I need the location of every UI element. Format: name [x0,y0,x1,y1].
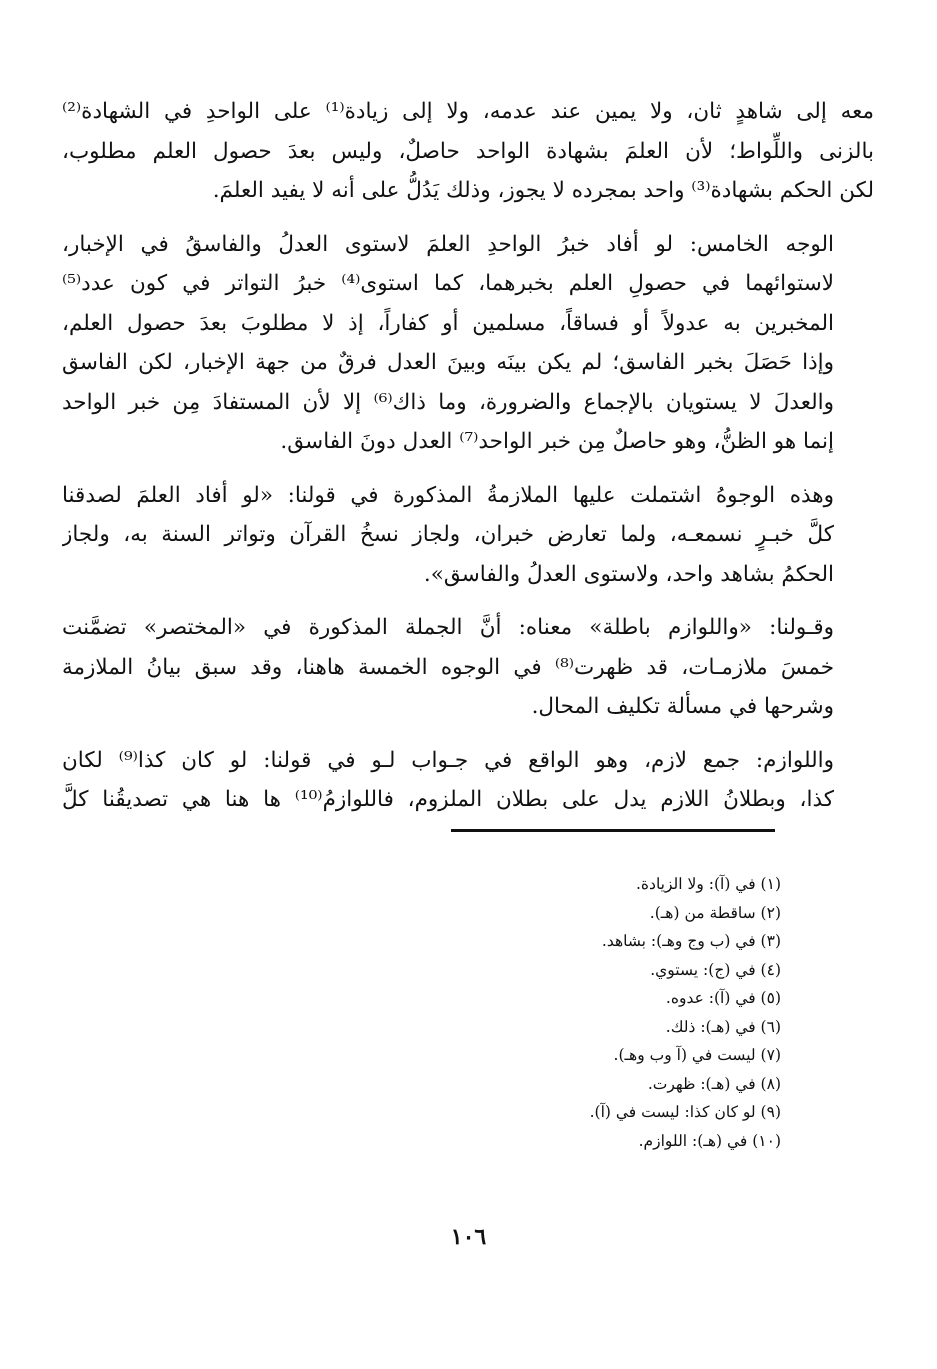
footnote: (١٠) في (هـ): اللوازم. [638,1131,781,1150]
main-text [62,92,874,834]
paragraph-3 [62,476,874,595]
text-line: واللوازم: جمع لازم، وهو الواقع في جـواب لـو في قولنا: لو كان كذا⁽⁹⁾ لكان [62,747,834,773]
text-line: لاستوائهما في حصولِ العلم بخبرهما، كما استوى⁽⁴⁾ خبرُ التواتر في كون عدد⁽⁵⁾ [62,271,834,296]
text-line: خمسَ ملازمـات، قد ظهرت⁽⁸⁾ في الوجوه الخمسة هاهنا، وقد سبق بيانُ الملازمة [62,654,834,680]
text-line: وشرحها في مسألة تكليف المحال. [531,694,834,719]
text-line: وقـولنا: «واللوازم باطلة» معناه: أنَّ الجملة المذكورة في «المختصر» تضمَّنت [62,615,834,640]
page-number: ١٠٦ [450,1224,487,1250]
text-line: كذا، وبطلانُ اللازم يدل على بطلان الملزوم، فاللوازمُ⁽¹⁰⁾ ها هنا هي تصديقُنا كلَّ [62,787,834,812]
text-line: والعدلَ لا يستويان بالإجماع والضرورة، وما ذاك⁽⁶⁾ إلا لأن المستفادَ مِن خبر الواحد [62,389,834,415]
footnote: (٦) في (هـ): ذلك. [665,1017,781,1036]
text-line: وهذه الوجوهُ اشتملت عليها الملازمةُ المذكورة في قولنا: «لو أفاد العلمَ لصدقنا [62,482,834,508]
footnote: (٧) ليست في (آ وب وهـ). [613,1046,781,1064]
footnote: (٤) في (ج): يستوي. [650,960,781,979]
text-line: كلَّ خبـرٍ نسمعـه، ولما تعارض خبران، ولجاز نسخُ القرآن وتواتر السنة به، ولجاز [62,522,834,547]
text-line: وإذا حَصَلَ بخبر الفاسق؛ لم يكن بينَه وبينَ العدل فرقٌ من جهة الإخبار، لكن الفاسق [62,350,834,375]
footnote: (٩) لو كان كذا: ليست في (آ). [589,1103,781,1121]
text-line: إنما هو الظنُّ، وهو حاصلٌ مِن خبر الواحد⁽⁷⁾ العدل دونَ الفاسق. [280,429,834,454]
footnote: (٨) في (هـ): ظهرت. [647,1074,781,1093]
paragraph-4 [62,608,874,727]
footnote: (١) في (آ): ولا الزيادة. [636,875,781,893]
footnote: (٣) في (ب وج وهـ): بشاهد. [601,932,781,950]
footnote-separator [451,829,775,832]
text-line: الحكمُ بشاهد واحد، ولاستوى العدلُ والفاسق». [423,561,834,587]
footnote: (٥) في (آ): عدوه. [665,989,781,1007]
text-line: المخبرين به عدولاً أو فساقاً، مسلمين أو كفاراً، إذ لا مطلوبَ بعدَ حصول العلم، [62,310,834,336]
text-line: لكن الحكم بشهادة⁽³⁾ واحد بمجرده لا يجوز، وذلك يَدُلُّ على أنه لا يفيد العلمَ. [212,178,874,203]
paragraph-1 [62,92,874,211]
text-line: معه إلى شاهدٍ ثان، ولا يمين عند عدمه، ولا إلى زيادة⁽¹⁾ على الواحدِ في الشهادة⁽²⁾ [62,99,874,124]
footnote: (٢) ساقطة من (هـ). [649,903,781,922]
text-line: الوجه الخامس: لو أفاد خبرُ الواحدِ العلمَ لاستوى العدلُ والفاسقُ في الإخبار، [62,231,834,257]
paragraph-2 [62,225,874,462]
footnotes [281,870,781,1155]
text-line: بالزنى واللِّواط؛ لأن العلمَ بشهادة الواحد حاصلٌ، وليس بعدَ حصول العلم مطلوب، [62,138,874,164]
paragraph-5 [62,741,874,820]
